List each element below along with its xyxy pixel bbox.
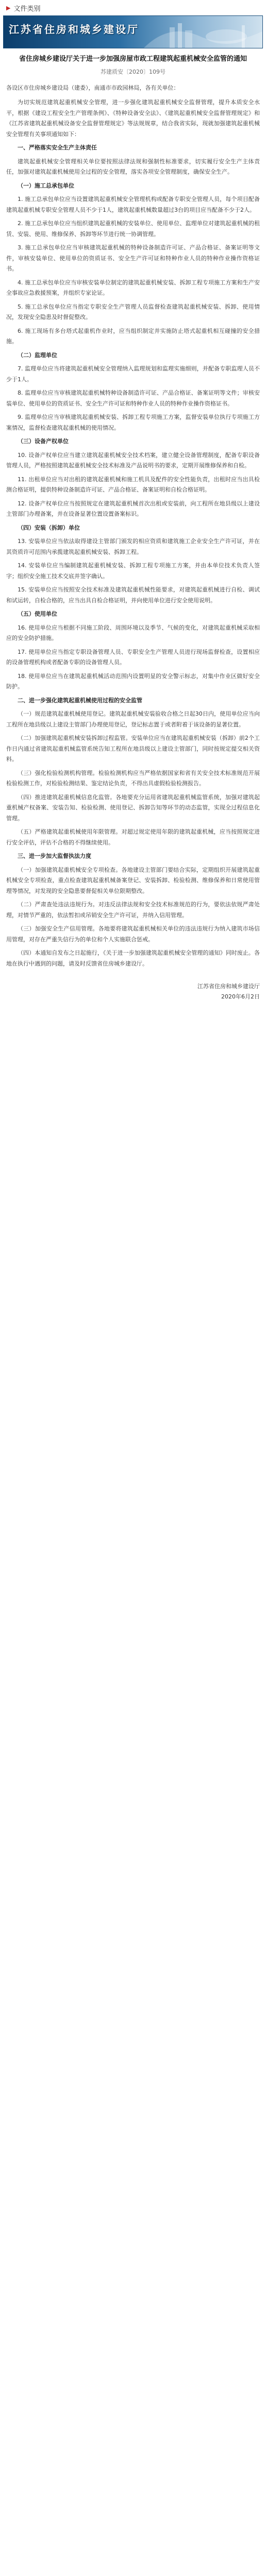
list-item: （二）严肃查处违法违规行为。对违反法律法规和安全技术标准规范的行为，要依法依规严肃处理，对情节严重的，依法暂扣或吊销安全生产许可证，并纳入信用管理。 (6, 901, 260, 919)
issue-date: 2020年6月2日 (221, 993, 260, 1000)
subsection-heading: （一）施工总承包单位 (18, 182, 74, 189)
addressee: 各设区市住房城乡建设局（建委），南通市市政园林局，各有关单位： (6, 84, 179, 91)
issuer: 江苏省住房和城乡建设厅 (197, 983, 260, 990)
list-item: （五）严格建筑起重机械使用年限管理。对超过规定使用年限的建筑起重机械，应当按照规定进行安全评估，评估不合格的不得继续使用。 (6, 828, 260, 846)
list-item: （四）本通知自发布之日起施行，《关于进一步加强建筑起重机械安全管理的通知》同时废止。各地在执行中遇到的问题，请及时反馈省住房城乡建设厅。 (6, 950, 260, 967)
list-item: 14. 安装单位应当编制建筑起重机械安装、拆卸工程专项施工方案，并由本单位技术负责人签字；组织安全施工技术交底并签字确认。 (6, 562, 260, 580)
list-item: 15. 安装单位应当按照安全技术标准及建筑起重机械性能要求，对建筑起重机械进行自检、调试和试运转，自检合格的，应当出具自检合格证明，并向使用单位进行安全使用说明。 (6, 586, 260, 604)
intro-paragraph: 为切实规范建筑起重机械安全管理，进一步强化建筑起重机械安全监督管理，提升本质安全水平，根据《建设工程安全生产管理条例》、《特种设备安全法》、《建筑起重机械安全监督管理规定》和《江苏省建筑起重机械设备安全监督管理规定》等法规规章，结合我省实际，现就加强建筑起重机械安全管理有关事项通知如下： (6, 99, 260, 138)
list-item: 4. 施工总承包单位应当审核安装单位制定的建筑起重机械安装、拆卸工程专项施工方案和生产安全事故应急救援预案，并组织专家论证。 (6, 279, 260, 296)
signature-block (6, 981, 260, 1002)
subsection-heading: （五）使用单位 (18, 611, 57, 617)
list-item: 17. 使用单位应当指定专职设备管理人员、专职安全生产管理人员进行现场监督检查，设置相应的设备管理机构或者配备专职的设备管理人员。 (6, 648, 260, 666)
site-banner (3, 15, 263, 48)
page-title: 省住房城乡建设厅关于进一步加强房屋市政工程建筑起重机械安全监管的通知 (19, 55, 247, 63)
list-item: （四）推进建筑起重机械信息化监管。各地要充分运用省建筑起重机械监管系统，加强对建筑起重机械产权备案、安装告知、检验检测、使用登记、拆卸告知等环节的动态监管，实现全过程信息化管理。 (6, 793, 260, 822)
breadcrumb[interactable] (0, 0, 266, 15)
list-item: （三）强化检验检测机构管理。检验检测机构应当严格依据国家和省有关安全技术标准规范开展检验检测工作，对检验检测结果、鉴定结论负责，不得出具虚假检验检测报告。 (6, 769, 260, 787)
list-item: 16. 使用单位应当根据不同施工阶段、周围环境以及季节、气候的变化，对建筑起重机械采取相应的安全防护措施。 (6, 624, 260, 641)
list-item: 3. 施工总承包单位应当审核建筑起重机械的特种设备制造许可证、产品合格证、备案证明等文件，审核安装单位、使用单位的资质证书、安全生产许可证和特种作业人员的特种作业操作资格证书。 (6, 244, 260, 272)
list-item: 5. 施工总承包单位应当指定专职安全生产管理人员监督检查建筑起重机械安装、拆卸、使用情况，发现安全隐患及时督促整改。 (6, 303, 260, 320)
list-item: （一）加强建筑起重机械安全专项检查。各地建设主管部门要结合实际，定期组织开展建筑起重机械安全专项检查，重点检查建筑起重机械备案登记、安装拆卸、检验检测、维修保养和日常使用管理等情况，对发现的安全隐患要督促相关单位限期整改。 (6, 866, 260, 894)
list-item: 10. 设备产权单位应当建立建筑起重机械安全技术档案，建立健全设备管理制度，配备专职设备管理人员，严格按照建筑起重机械安全技术标准及产品说明书的要求，定期开展维修保养和自检。 (6, 451, 260, 469)
article (0, 48, 266, 1002)
list-item: 9. 监理单位应当审核建筑起重机械安装、拆卸工程专项施工方案，监督安装单位执行专项施工方案情况，监督检查建筑起重机械的使用情况。 (6, 414, 260, 431)
arrow-right-icon: ▶ (6, 4, 11, 11)
list-item: 11. 出租单位应当对出租的建筑起重机械和施工机具及配件的安全性能负责，出租时应当出具检测合格证明，提供特种设备制造许可证、产品合格证、备案证明和自检合格证明。 (6, 476, 260, 493)
subsection-heading: （三）设备产权单位 (18, 438, 69, 445)
section-heading: 三、进一步加大监督执法力度 (18, 853, 91, 859)
banner-title: 江苏省住房和城乡建设厅 (9, 23, 139, 36)
building-skyline-icon (139, 16, 262, 48)
list-item: 18. 使用单位应当在建筑起重机械活动范围内设置明显的安全警示标志，对集中作业区做好安全防护。 (6, 672, 260, 690)
article-body (6, 97, 260, 969)
list-item: 2. 施工总承包单位应当组织建筑起重机械的安装单位、使用单位、监理单位对建筑起重机械的租赁、安装、使用、维修保养、拆卸等环节进行统一协调管理。 (6, 220, 260, 238)
list-item: 6. 施工现场有多台塔式起重机作业时，应当组织制定并实施防止塔式起重机相互碰撞的安全措施。 (6, 327, 260, 345)
list-item: 12. 设备产权单位应当按照规定在建筑起重机械首次出租或安装前，向工程所在地县级以上建设主管部门办理备案，并在设备显著位置设置备案标识。 (6, 500, 260, 517)
list-item: 8. 监理单位应当审核建筑起重机械特种设备制造许可证、产品合格证、备案证明等文件；审核安装单位、使用单位的资质证书、安全生产许可证和特种作业人员的特种作业操作资格证书。 (6, 389, 260, 407)
subsection-heading: （四）安装（拆卸）单位 (18, 524, 80, 531)
list-item: （二）加强建筑起重机械安装拆卸过程监管。安装单位应当在建筑起重机械安装（拆卸）前2个工作日内通过省建筑起重机械监管系统告知工程所在地县级以上建设主管部门，同时按规定提交相关资料。 (6, 735, 260, 762)
paragraph: 建筑起重机械安全管理相关单位要按照法律法规和强制性标准要求，切实履行安全生产主体责任，加强对建筑起重机械使用全过程的安全管理，落实各项安全管理制度，确保安全生产。 (6, 158, 260, 175)
section-heading: 一、严格落实安全生产主体责任 (18, 144, 97, 151)
breadcrumb-label: 文件类别 (13, 5, 41, 13)
list-item: 1. 施工总承包单位应当设置建筑起重机械安全管理机构或配备专职安全管理人员，每个项目配备建筑起重机械专职安全管理人员不少于1人，建筑起重机械数量超过3台的项目应当配备不少于2人。 (6, 196, 260, 213)
document-number: 苏建质安〔2020〕109号 (101, 69, 165, 75)
section-heading: 二、进一步强化建筑起重机械使用过程的安全监管 (18, 697, 142, 704)
list-item: （三）加强安全生产信用管理。各地要将建筑起重机械相关单位的违法违规行为纳入建筑市场信用管理，对存在严重失信行为的单位和个人实施联合惩戒。 (6, 925, 260, 943)
list-item: （一）规范建筑起重机械使用登记。建筑起重机械安装验收合格之日起30日内，使用单位应当向工程所在地县级以上建设主管部门办理使用登记，登记标志置于或者附着于该设备的显著位置。 (6, 710, 260, 728)
list-item: 7. 监理单位应当将建筑起重机械安全管理纳入监理规划和监理实施细则，并配备专职监理人员不少于1人。 (6, 365, 260, 383)
list-item: 13. 安装单位应当依法取得建设主管部门颁发的相应资质和建筑施工企业安全生产许可证，并在其资质许可范围内承揽建筑起重机械安装、拆卸工程。 (6, 538, 260, 555)
subsection-heading: （二）监理单位 (18, 351, 57, 359)
